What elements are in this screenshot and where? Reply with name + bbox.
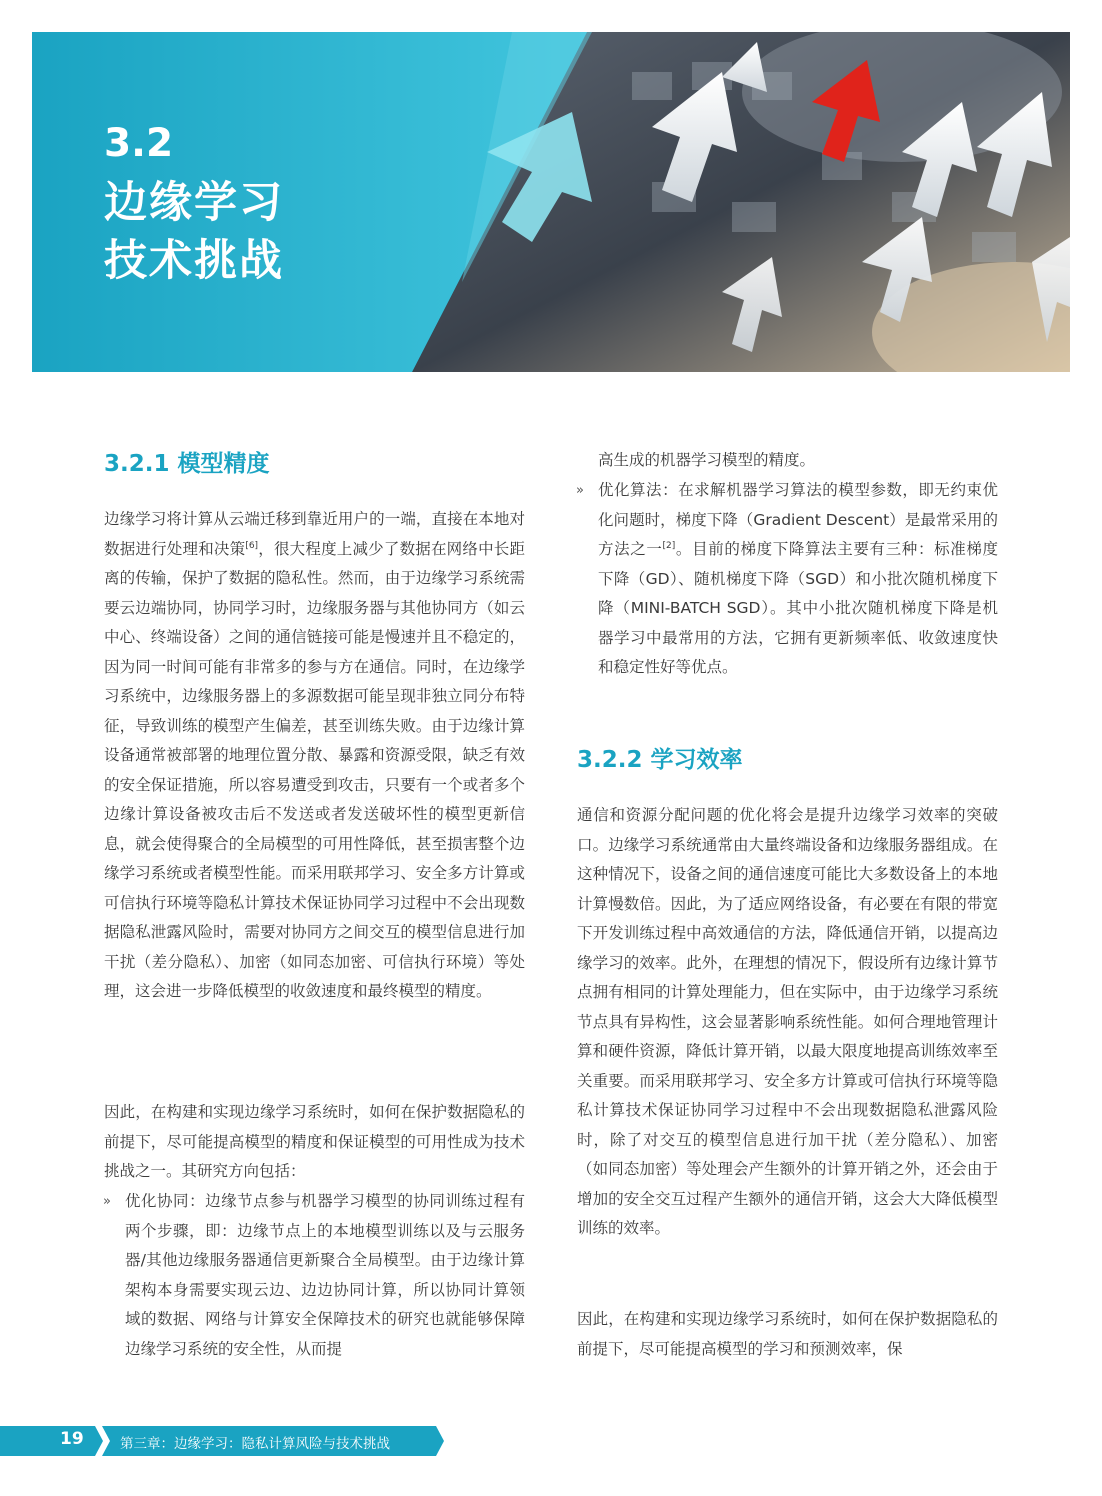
paragraph-text: 边缘学习将计算从云端迁移到靠近用户的一端，直接在本地对数据进行处理和决策	[104, 510, 525, 558]
footer-chapter-title: 第三章：边缘学习：隐私计算风险与技术挑战	[120, 1436, 390, 1452]
section-title-line1: 边缘学习	[104, 178, 284, 228]
heading-learning-efficiency: 3.2.2 学习效率	[577, 747, 743, 773]
bullet-continuation: 高生成的机器学习模型的精度。	[598, 451, 816, 469]
heading-model-accuracy: 3.2.1 模型精度	[104, 451, 270, 477]
paragraph-model-accuracy-2: 因此，在构建和实现边缘学习系统时，如何在保护数据隐私的前提下，尽可能提高模型的精度和保证模型的可用性成为技术挑战之一。其研究方向包括：	[104, 1103, 525, 1180]
page-number: 19	[60, 1429, 84, 1449]
bullet-optimize-algorithm	[576, 476, 998, 683]
bullet-text: 优化算法：在求解机器学习算法的模型参数，即无约束优化问题时，梯度下降（Gradient Descent）是最常采用的方法之一	[598, 481, 998, 558]
reference-6: [6]	[245, 540, 259, 551]
reference-2: [2]	[662, 541, 676, 551]
bullet-marker: »	[576, 483, 584, 498]
bullet-text: 。目前的梯度下降算法主要有三种：标准梯度下降（GD）、随机梯度下降（SGD）和小批次随机梯度下降（MINI-BATCH SGD）。其中小批次随机梯度下降是机器学习中最常用的方法，它拥有更新频率低、收敛速度快和稳定性好等优点。	[598, 540, 998, 676]
paragraph-learning-efficiency-2: 因此，在构建和实现边缘学习系统时，如何在保护数据隐私的前提下，尽可能提高模型的学习和预测效率，保	[577, 1310, 998, 1358]
bullet-marker: »	[103, 1194, 111, 1209]
section-number: 3.2	[104, 121, 174, 166]
paragraph-text: ，很大程度上减少了数据在网络中长距离的传输，保护了数据的隐私性。然而，由于边缘学习系统需要云边端协同，协同学习时，边缘服务器与其他协同方（如云中心、终端设备）之间的通信链接可能是慢速并且不稳定的，因为同一时间可能有非常多的参与方在通信。同时，在边缘学习系统中，边缘服务器上的多源数据可能呈现非独立同分布特征，导致训练的模型产生偏差，甚至训练失败。由于边缘计算设备通常被部署的地理位置分散、暴露和资源受限，缺乏有效的安全保证措施，所以容易遭受到攻击，只要有一个或者多个边缘计算设备被攻击后不发送或者发送破坏性的模型更新信息，就会使得聚合的全局模型的可用性降低，甚至损害整个边缘学习系统或者模型性能。而采用联邦学习、安全多方计算或可信执行环境等隐私计算技术保证协同学习过程中不会出现数据隐私泄露风险时，需要对协同方之间交互的模型信息进行加干扰（差分隐私）、加密（如同态加密、可信执行环境）等处理，这会进一步降低模型的收敛速度和最终模型的精度。	[104, 539, 525, 1000]
paragraph-learning-efficiency-1: 通信和资源分配问题的优化将会是提升边缘学习效率的突破口。边缘学习系统通常由大量终端设备和边缘服务器组成。在这种情况下，设备之间的通信速度可能比大多数设备上的本地计算慢数倍。因此，为了适应网络设备，有必要在有限的带宽下开发训练过程中高效通信的方法，降低通信开销，以提高边缘学习的效率。此外，在理想的情况下，假设所有边缘计算节点拥有相同的计算处理能力，但在实际中，由于边缘学习系统节点具有异构性，这会显著影响系统性能。如何合理地管理计算和硬件资源，降低计算开销，以最大限度地提高训练效率至关重要。而采用联邦学习、安全多方计算或可信执行环境等隐私计算技术保证协同学习过程中不会出现数据隐私泄露风险时，除了对交互的模型信息进行加干扰（差分隐私）、加密（如同态加密）等处理会产生额外的计算开销之外，还会由于增加的安全交互过程产生额外的通信开销，这会大大降低模型训练的效率。	[577, 806, 998, 1237]
bullet-text: 优化协同：边缘节点参与机器学习模型的协同训练过程有两个步骤，即：边缘节点上的本地模型训练以及与云服务器/其他边缘服务器通信更新聚合全局模型。由于边缘计算架构本身需要实现云边、边边协同计算，所以协同计算领域的数据、网络与计算安全保障技术的研究也就能够保障边缘学习系统的安全性，从而提	[125, 1192, 525, 1358]
section-title-line2: 技术挑战	[104, 236, 284, 286]
bullet-optimize-collaboration	[103, 1187, 525, 1364]
paragraph-model-accuracy-1	[104, 505, 525, 1007]
